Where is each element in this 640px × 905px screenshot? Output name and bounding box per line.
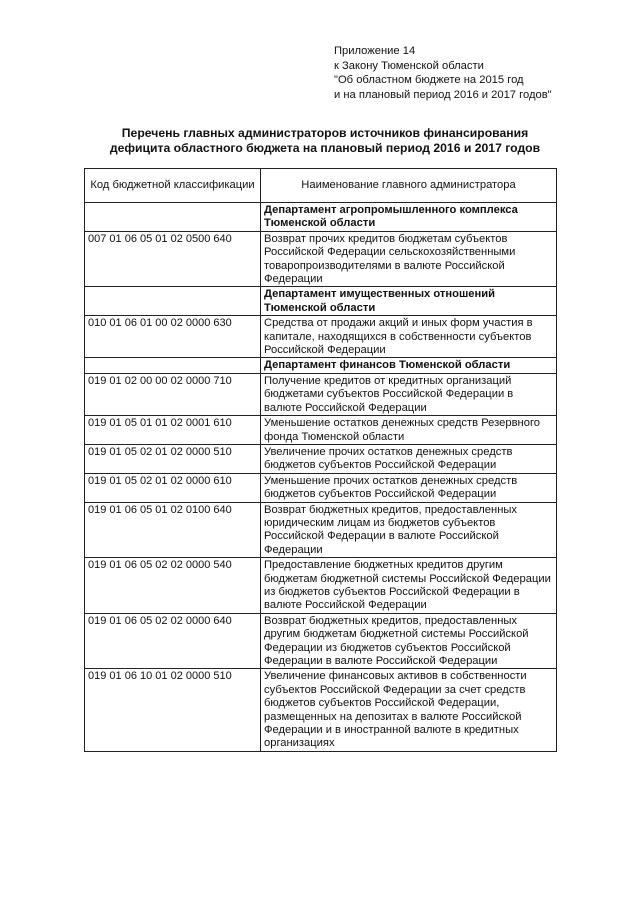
- department-name-cell: Департамент агропромышленного комплекса Тюменской области: [261, 203, 557, 232]
- department-name-cell: Департамент имущественных отношений Тюменской области: [261, 287, 557, 316]
- name-cell: Уменьшение прочих остатков денежных средств бюджетов субъектов Российской Федерации: [261, 473, 557, 502]
- table-row: [85, 502, 557, 558]
- table-row: [85, 416, 557, 445]
- code-cell: 019 01 05 01 01 02 0001 610: [85, 416, 261, 445]
- code-cell: [85, 287, 261, 316]
- appendix-block: [334, 44, 552, 102]
- administrators-table: [84, 168, 557, 752]
- table-row: [85, 558, 557, 614]
- name-cell: Предоставление бюджетных кредитов другим бюджетам бюджетной системы Российской Федерации из бюджетов субъектов Российской Федерации в валюте Российской Федерации: [261, 558, 557, 614]
- code-cell: 007 01 06 05 01 02 0500 640: [85, 231, 261, 287]
- name-cell: Увеличение финансовых активов в собственности субъектов Российской Федерации за счет средств бюджетов субъектов Российской Федерации, размещенных на депозитах в валюте Российской Федерации и в иностранной валюте в кредитных организациях: [261, 669, 557, 751]
- table-row: [85, 444, 557, 473]
- code-cell: [85, 203, 261, 232]
- table-row: [85, 473, 557, 502]
- header-name: Наименование главного администратора: [261, 169, 557, 203]
- table-row: [85, 316, 557, 358]
- code-cell: 010 01 06 01 00 02 0000 630: [85, 316, 261, 358]
- code-cell: 019 01 06 10 01 02 0000 510: [85, 669, 261, 751]
- table-row: [85, 613, 557, 669]
- table-row: [85, 231, 557, 287]
- department-row: [85, 358, 557, 373]
- title-line-1: Перечень главных администраторов источников финансирования: [121, 126, 529, 140]
- appendix-line: "Об областном бюджете на 2015 год: [334, 74, 524, 86]
- department-name-cell: Департамент финансов Тюменской области: [261, 358, 557, 373]
- appendix-line: к Закону Тюменской области: [334, 59, 484, 72]
- table-row: [85, 669, 557, 751]
- name-cell: Уменьшение остатков денежных средств Резервного фонда Тюменской области: [261, 416, 557, 445]
- table-header-row: [85, 169, 557, 203]
- code-cell: 019 01 02 00 00 02 0000 710: [85, 373, 261, 415]
- code-cell: 019 01 06 05 01 02 0100 640: [85, 502, 261, 558]
- name-cell: Возврат бюджетных кредитов, предоставленных другим бюджетам бюджетной системы Российской Федерации из бюджетов субъектов Российской Федерации в валюте Российской Федерации: [261, 613, 557, 669]
- code-cell: 019 01 05 02 01 02 0000 510: [85, 444, 261, 473]
- code-cell: 019 01 05 02 01 02 0000 610: [85, 473, 261, 502]
- document-title: [60, 126, 590, 156]
- code-cell: [85, 358, 261, 373]
- code-cell: 019 01 06 05 02 02 0000 540: [85, 558, 261, 614]
- code-cell: 019 01 06 05 02 02 0000 640: [85, 613, 261, 669]
- name-cell: Получение кредитов от кредитных организаций бюджетами субъектов Российской Федерации в валюте Российской Федерации: [261, 373, 557, 415]
- table-row: [85, 373, 557, 415]
- department-row: [85, 287, 557, 316]
- appendix-line: и на плановый период 2016 и 2017 годов": [334, 88, 552, 101]
- header-code: Код бюджетной классификации: [85, 169, 261, 203]
- name-cell: Средства от продажи акций и иных форм участия в капитале, находящихся в собственности субъектов Российской Федерации: [261, 316, 557, 358]
- name-cell: Увеличение прочих остатков денежных средств бюджетов субъектов Российской Федерации: [261, 444, 557, 473]
- name-cell: Возврат прочих кредитов бюджетам субъектов Российской Федерации сельскохозяйственными товаропроизводителями в валюте Российской Федерации: [261, 231, 557, 287]
- appendix-line: Приложение 14: [334, 45, 416, 57]
- title-line-2: дефицита областного бюджета на плановый период 2016 и 2017 годов: [109, 141, 541, 155]
- department-row: [85, 203, 557, 232]
- name-cell: Возврат бюджетных кредитов, предоставленных юридическим лицам из бюджетов субъектов Российской Федерации в валюте Российской Федерации: [261, 502, 557, 558]
